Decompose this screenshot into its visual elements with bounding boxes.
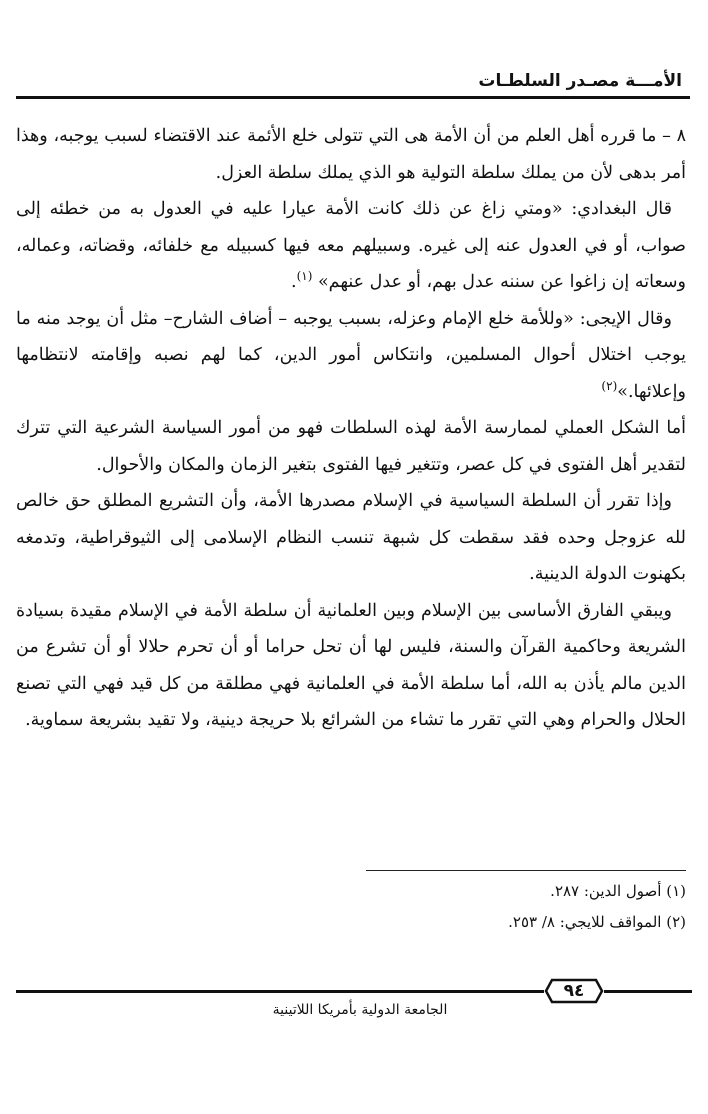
paragraph-6: ويبقي الفارق الأساسى بين الإسلام وبين العلمانية أن سلطة الأمة في الإسلام مقيدة بسيادة الشريعة وحاكمية القرآن والسنة، فليس لها أن تحل حراما أو أن تحرم حلالا أو أن تشرع من الدين مالم يأذن به الله، أما سلطة الأمة في العلمانية فهي مطلقة من كل قيد فهي التي تصنع الحلال والحرام وهي التي تقرر ما تشاء من الشرائع بلا حريجة دينية، ولا تقيد بشريعة سماوية. [16,600,686,730]
footer-rule-right [604,990,692,993]
paragraph-2 [16,191,686,301]
footnote-1: (١) أصول الدين: ٢٨٧. [550,882,686,900]
paragraph-1: ٨ – ما قرره أهل العلم من أن الأمة هى التي تتولى خلع الأئمة عند الاقتضاء لسبب يوجبه، وهذا أمر بدهى لأن من يملك سلطة التولية هو الذي يملك سلطة العزل. [16,126,686,183]
paragraph-4: أما الشكل العملي لممارسة الأمة لهذه السلطات فهو من أمور السياسة الشرعية التي تترك لتقدير أهل الفتوى في كل عصر، وتتغير فيها الفتوى بتغير الزمان والمكان والأحوال. [16,418,686,475]
footnote-ref-2: (٢) [601,378,618,393]
footnote-ref-1: (١) [296,269,313,284]
paragraph-3 [16,301,686,411]
paragraph-2-end: . [290,272,297,292]
footer-rule-left [16,990,544,993]
header-rule [16,96,690,99]
running-title: الأمـــة مصـدر السلطـات [478,71,682,91]
footnote-2: (٢) المواقف للايجي: ٨/ ٢٥٣. [508,913,686,931]
paragraph-3-text: وقال الإيجى: «وللأمة خلع الإمام وعزله، بسبب يوجبه – أضاف الشارح– مثل أن يوجد منه ما يوجب اختلال أحوال المسلمين، وانتكاس أمور الدين، كما لهم نصبه وإقامته لانتظامها وإعلائها.» [16,308,686,402]
footnote-rule [366,870,686,871]
page-number-frame [544,978,604,1004]
page-number: ٩٤ [563,981,585,1001]
paragraph-5: وإذا تقرر أن السلطة السياسية في الإسلام مصدرها الأمة، وأن التشريع المطلق حق خالص لله عزوجل وحده فقد سقطت كل شبهة تنسب النظام الإسلامى إلى الثيوقراطية، وتدمغه بكهنوت الدولة الدينية. [16,491,686,584]
publisher-label: الجامعة الدولية بأمريكا اللاتينية [272,1002,448,1018]
main-text [16,118,686,739]
footnotes [186,876,686,938]
paragraph-2-text: قال البغدادي: «ومتي زاغ عن ذلك كانت الأمة عيارا عليه في العدول به من خطئه إلى صواب، أو في العدول عنه إلى غيره. وسبيلهم معه فيها كسبيله مع خلفائه، وقضاته، وعماله، وسعاته إن زاغوا عن سننه عدل بهم، أو عدل عنهم» [16,199,686,292]
